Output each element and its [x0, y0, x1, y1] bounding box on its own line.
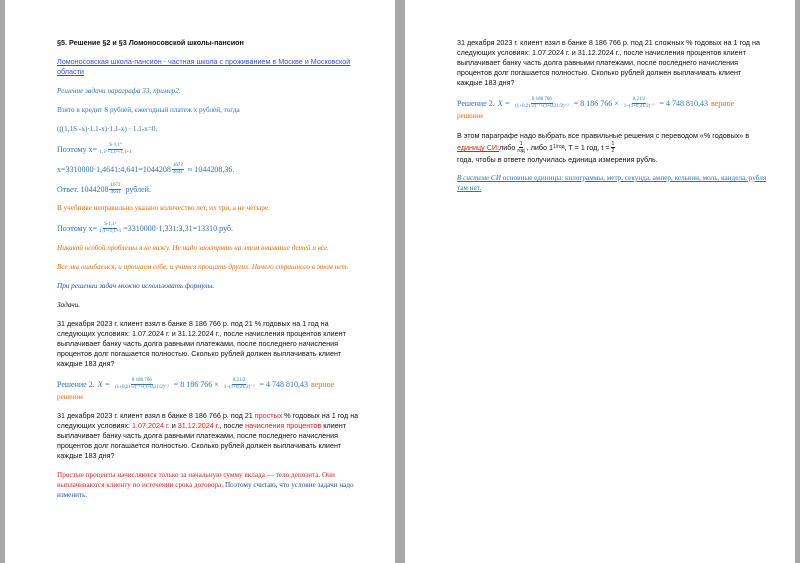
p2-para-part: , T = 1 год, t =	[564, 143, 610, 152]
equation-3-fraction	[172, 163, 184, 176]
task-2-part: клиент выплачивает банку часть долга равными платежами, после последнего начисления процентов долг погашается полностью. Сколько рублей должен выплачивать клиент каждые 183 дня?	[57, 421, 347, 460]
p2-para-fraction-2-denominator: 2	[611, 148, 615, 154]
p2-solution-fraction-2	[623, 97, 656, 110]
equation-2-fraction	[98, 143, 133, 156]
task-2-part: 31 декабря 2023 г. клиент взял в банке 8 186 766 р. под 21	[57, 411, 255, 420]
equation-2-numerator: S·1,1⁴	[109, 143, 122, 148]
equation-1: (((1,1S -x)·1,1-x)·1.1-x) · 1.1-x=0,	[57, 125, 158, 133]
p2-para-part: года, чтобы в ответе получилась единица измерения рубль.	[457, 155, 658, 164]
final-note	[57, 470, 367, 500]
answer-prefix: Ответ. 1044208	[57, 184, 109, 194]
note-1: Никакой особой проблемы я не вижу. Не надо заострять на этом внимание детей и все.	[57, 244, 329, 252]
equation-4-suffix: =3310000·1,331:3,31=13310 руб.	[123, 223, 234, 233]
p2-solution-label: Решение 2.	[457, 98, 495, 108]
task-2-interest-highlight: начисления процентов	[245, 421, 322, 430]
solution-2-label: Решение 2.	[57, 379, 95, 389]
p2-para-part: либо	[499, 143, 516, 152]
solution-2-fraction-2	[223, 378, 256, 391]
p2-solution-result: = 4 748 810,43	[659, 98, 708, 108]
task-2-date-2-highlight: 31.12.2024 г.	[177, 421, 220, 430]
p2-solution-line	[457, 97, 767, 110]
p2-si-note-italic: В системе СИ	[457, 174, 501, 182]
p2-solution-fraction-2-numerator: 0,21/2	[632, 97, 646, 102]
p2-para-fraction-1-denominator: год	[517, 148, 525, 154]
p2-si-note-rest: основные единицы: килограммы, метр, секунда, ампер, кельвин, моль, кандела, рубля там нет.	[457, 174, 767, 192]
p2-task-text: 31 декабря 2023 г. клиент взял в банке 8 186 766 р. под 21 сложных % годовых на 1 год на следующих условиях: 1.07.2024 г. и 31.12.2024 г., после начисления процентов клиент выплачивает банку часть долга равными платежами, после последнего начисления процентов долг погашается полностью. Сколько рублей должен выплачивать клиент каждые 183 дня?	[457, 38, 760, 87]
task-2-simple-highlight: простых	[254, 411, 283, 420]
solution-2-result: = 4 748 810,43	[259, 379, 308, 389]
equation-2-prefix: Поэтому x=	[57, 144, 98, 154]
school-link[interactable]: Ломоносовская школа-пансион - частная школа с проживанием в Москве и Московской области	[57, 57, 351, 76]
task-2-part: % годовых на 1 год на следующих условиях:	[57, 411, 359, 430]
p2-solution-fraction-1	[514, 97, 570, 110]
note-2: Все мы ошибаемся, и прощаем себя, и учимся прощать других. Ничего страшного в этом нет.	[57, 263, 349, 271]
equation-3	[57, 163, 367, 176]
task-2-date-1-highlight: 1.07.2024 г.	[132, 421, 170, 430]
answer-line	[57, 183, 367, 196]
equation-4-denominator: 1,1²+1,1+1	[99, 229, 122, 234]
task-2-text	[57, 411, 367, 461]
equation-2-denominator: 1,1³+1,1²+1,1+1	[99, 150, 132, 155]
p2-para-fraction-1	[516, 141, 525, 154]
p2-si-unit-highlight: единицу СИ:	[457, 143, 500, 152]
final-note-red: Простые проценты начисляются только за начальную сумму вклада — тело депозита. Они выплачиваются клиенту по истечении срока договора.	[57, 471, 335, 489]
solution-2-correct-1: верное	[311, 379, 335, 389]
task-2-part: и	[169, 421, 178, 430]
solution-2-fraction-2-denominator: 1−(1+0,21/2)⁻²	[223, 385, 255, 390]
equation-2	[57, 143, 367, 156]
p2-solution-correct-1: верное	[711, 98, 735, 108]
equation-4-prefix: Поэтому x=	[57, 223, 98, 233]
p2-si-note	[457, 173, 767, 193]
solution-2-fraction-1	[114, 378, 170, 391]
p2-para-part: В этом параграфе надо выбрать все правильные решения с переводом «% годовых» в	[457, 131, 750, 140]
p2-solution-equals: = 8 186 766 ×	[573, 98, 619, 108]
p2-para-part: , либо 1	[526, 143, 554, 152]
p2-solution-x: X =	[497, 98, 511, 108]
p2-si-paragraph	[457, 130, 767, 165]
solution-2-fraction-2-numerator: 0,21/2	[232, 378, 246, 383]
solution-2-x: X =	[97, 379, 111, 389]
document-page-1	[5, 0, 395, 563]
equation-3-suffix: ≈ 1044208,36.	[187, 164, 235, 174]
final-note-blue: Поэтому считаю, что условие задачи надо изменить.	[57, 481, 354, 499]
answer-numerator: 1672	[110, 183, 121, 188]
solution-2-fraction-1-numerator: 8 186 766	[131, 378, 152, 383]
note-3: При решении задач можно использовать формулы.	[57, 282, 215, 290]
section-heading: §5. Решение §2 и §3 Ломоносовской школы-пансион	[57, 38, 244, 47]
answer-fraction	[109, 183, 121, 196]
p2-para-fraction-2-numerator: 1	[611, 141, 615, 147]
equation-4-fraction	[98, 222, 122, 235]
equation-4	[57, 222, 367, 235]
p2-solution-correct-2: решение	[457, 112, 484, 120]
equation-3-numerator: 1672	[172, 163, 183, 168]
p2-solution-fraction-1-denominator: (1+0,21/2)⁻¹+(1+0,21/2)⁻²	[515, 104, 569, 109]
solution-2-equals: = 8 186 766 ×	[173, 379, 219, 389]
p2-para-superscript: 1/год	[553, 144, 565, 150]
solution-2-correct-2: решение	[57, 393, 84, 401]
equation-3-prefix: x=3310000·1,4641:4,641=1044208	[57, 164, 171, 174]
solution-2-line	[57, 378, 367, 391]
p2-solution-fraction-1-numerator: 8 186 766	[531, 97, 552, 102]
p2-para-fraction-2	[611, 141, 616, 154]
p2-para-fraction-1-numerator: 1	[519, 141, 523, 147]
p2-solution-fraction-2-denominator: 1−(1+0,21/2)⁻²	[623, 104, 655, 109]
tasks-heading: Задачи.	[57, 301, 81, 309]
intro-text: Решение задачи параграфа 33, пример2.	[57, 87, 181, 95]
document-page-2	[405, 0, 795, 563]
equation-4-numerator: S·1,1³	[104, 222, 117, 227]
answer-denominator: 4641	[110, 190, 121, 195]
answer-suffix: рублей.	[125, 184, 151, 194]
task-1-text: 31 декабря 2023 г. клиент взял в банке 8 186 766 р. под 21 % годовых на 1 год на следующих условиях: 1.07.2024 г. и 31.12.2024 г., после начисления процентов клиент выплачивает банку часть долга равными платежами, после последнего начисления процентов долг погашается полностью. Сколько рублей должен выплачивать клиент каждые 183 дня?	[57, 319, 346, 368]
task-2-part: , после	[219, 421, 246, 430]
warning-text: В учебнике неправильно указано количество лет, их три, а не четыре.	[57, 204, 270, 212]
equation-3-denominator: 4641	[172, 170, 183, 175]
solution-2-fraction-1-denominator: (1+0,21/2)⁻¹+(1+0,21/2)⁻²	[115, 385, 169, 390]
given-text: Взято в кредит S рублей, ежегодный платеж x рублей, тогда	[57, 106, 240, 114]
